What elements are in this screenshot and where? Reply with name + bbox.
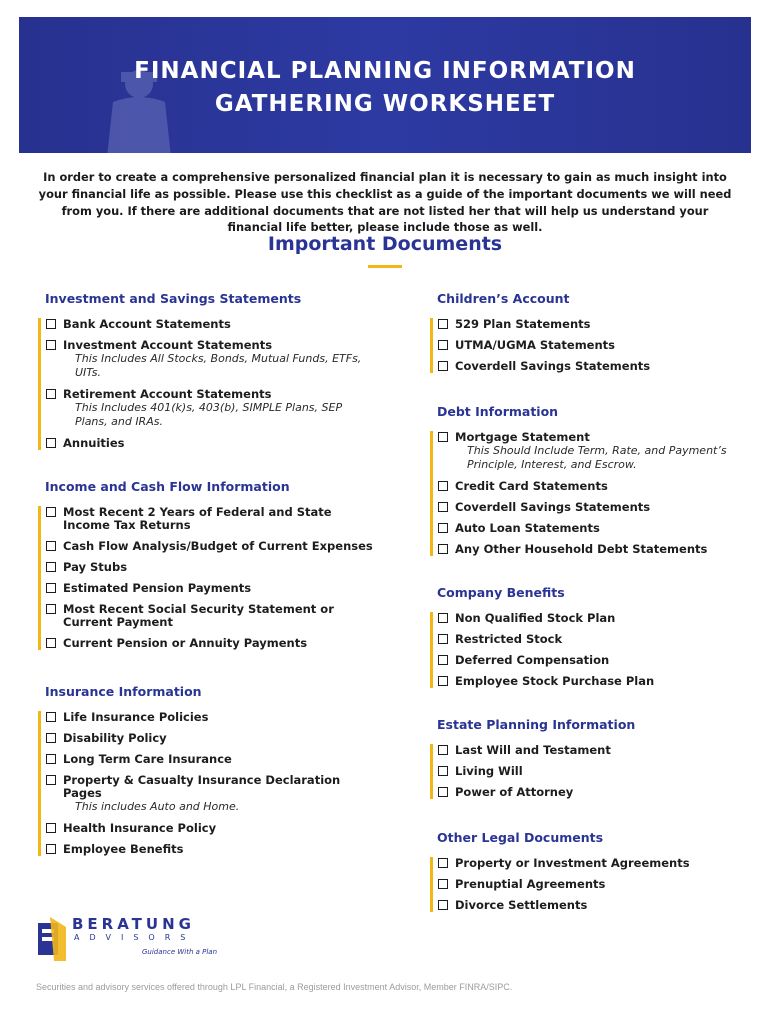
checkbox[interactable] bbox=[46, 438, 56, 448]
checkbox[interactable] bbox=[46, 389, 56, 399]
group-items bbox=[38, 506, 378, 650]
group-items bbox=[430, 318, 740, 373]
checklist-item-label: Employee Stock Purchase Plan bbox=[455, 674, 655, 688]
checklist-item-label: Bank Account Statements bbox=[63, 317, 231, 331]
checkbox[interactable] bbox=[46, 562, 56, 572]
checklist-item-note: This Includes 401(k)s, 403(b), SIMPLE Plans, SEP Plans, and IRAs. bbox=[75, 401, 343, 428]
checklist-item-label: Pay Stubs bbox=[63, 560, 128, 574]
checklist-item bbox=[430, 765, 740, 778]
checklist-item-label: Divorce Settlements bbox=[455, 898, 588, 912]
checkbox[interactable] bbox=[46, 844, 56, 854]
checkbox[interactable] bbox=[438, 432, 448, 442]
left-column bbox=[38, 290, 378, 864]
checkbox[interactable] bbox=[46, 507, 56, 517]
checklist-item bbox=[430, 543, 740, 556]
header-banner bbox=[19, 17, 751, 153]
checklist-item-note: This Includes All Stocks, Bonds, Mutual Funds, ETFs, UITs. bbox=[75, 352, 362, 379]
checkbox[interactable] bbox=[46, 775, 56, 785]
group-title: Debt Information bbox=[437, 404, 559, 419]
checklist-item bbox=[38, 753, 378, 766]
group-title: Other Legal Documents bbox=[437, 830, 604, 845]
checkbox[interactable] bbox=[438, 900, 448, 910]
page-title-line-1: FINANCIAL PLANNING INFORMATION bbox=[134, 58, 636, 84]
checklist-item-label: Coverdell Savings Statements bbox=[455, 500, 651, 514]
checkbox[interactable] bbox=[438, 481, 448, 491]
checklist-group-insurance-information bbox=[38, 683, 378, 856]
checkbox[interactable] bbox=[438, 766, 448, 776]
checklist-item-label: Property or Investment Agreements bbox=[455, 856, 690, 870]
group-items bbox=[38, 711, 378, 856]
checklist-item bbox=[38, 437, 378, 450]
checkbox[interactable] bbox=[46, 754, 56, 764]
checklist-item bbox=[38, 637, 378, 650]
checklist-group-company-benefits bbox=[430, 584, 740, 688]
checklist-item-label: Deferred Compensation bbox=[455, 653, 610, 667]
intro-paragraph: In order to create a comprehensive personalized financial plan it is necessary to gain as much insight into your financial life as possible. Please use this checklist as a guide of the important documents we will need from you. If there are additional documents that are not listed her that will help us understand your financial life better, please include those as well. bbox=[38, 170, 732, 235]
checklist-item bbox=[430, 480, 740, 493]
checklist-item-note: This Should Include Term, Rate, and Payment’s Principle, Interest, and Escrow. bbox=[467, 444, 727, 471]
checklist-group-children-s-account bbox=[430, 290, 740, 373]
checklist-item bbox=[430, 857, 740, 870]
checklist-item-label: Restricted Stock bbox=[455, 632, 563, 646]
checklist-item bbox=[38, 711, 378, 724]
checklist-item bbox=[430, 744, 740, 757]
group-title: Company Benefits bbox=[437, 585, 565, 600]
checklist-item-label: Credit Card Statements bbox=[455, 479, 608, 493]
checklist-item-label: Most Recent Social Security Statement or Current Payment bbox=[63, 602, 334, 629]
logo-mark-icon bbox=[36, 917, 66, 961]
checklist-item-label: Property & Casualty Insurance Declaration Pages bbox=[63, 773, 341, 800]
checklist-item-label: Employee Benefits bbox=[63, 842, 184, 856]
checklist-item bbox=[430, 501, 740, 514]
checkbox[interactable] bbox=[438, 340, 448, 350]
checkbox[interactable] bbox=[438, 858, 448, 868]
group-title: Investment and Savings Statements bbox=[45, 291, 302, 306]
checklist-item bbox=[430, 318, 740, 331]
checklist-item-label: Cash Flow Analysis/Budget of Current Expenses bbox=[63, 539, 373, 553]
checkbox[interactable] bbox=[438, 319, 448, 329]
checklist-item bbox=[430, 899, 740, 912]
checkbox[interactable] bbox=[438, 613, 448, 623]
checklist-item bbox=[38, 603, 378, 629]
checkbox[interactable] bbox=[46, 712, 56, 722]
checklist-item bbox=[430, 522, 740, 535]
checklist-item bbox=[38, 540, 378, 553]
company-logo bbox=[36, 915, 226, 963]
checklist-item-label: Auto Loan Statements bbox=[455, 521, 600, 535]
checklist-item-label: Annuities bbox=[63, 436, 125, 450]
checklist-item bbox=[38, 318, 378, 331]
checkbox[interactable] bbox=[46, 340, 56, 350]
checkbox[interactable] bbox=[46, 319, 56, 329]
checklist-item-label: UTMA/UGMA Statements bbox=[455, 338, 616, 352]
logo-name: BERATUNG bbox=[72, 915, 195, 933]
checklist-item-label: Current Pension or Annuity Payments bbox=[63, 636, 308, 650]
checkbox[interactable] bbox=[438, 655, 448, 665]
checkbox[interactable] bbox=[438, 676, 448, 686]
checklist-item bbox=[430, 339, 740, 352]
checklist-item-label: Last Will and Testament bbox=[455, 743, 611, 757]
checklist-item-label: Investment Account Statements bbox=[63, 338, 273, 352]
checklist-item bbox=[38, 774, 378, 814]
checkbox[interactable] bbox=[46, 733, 56, 743]
accent-bar bbox=[38, 318, 41, 450]
checklist-item-label: Estimated Pension Payments bbox=[63, 581, 252, 595]
checklist-group-other-legal-documents bbox=[430, 829, 740, 912]
checklist-item bbox=[38, 506, 378, 532]
checklist-item-label: Life Insurance Policies bbox=[63, 710, 209, 724]
checklist-item bbox=[430, 878, 740, 891]
group-items bbox=[430, 744, 740, 799]
group-title: Estate Planning Information bbox=[437, 717, 636, 732]
checklist-item bbox=[430, 786, 740, 799]
checklist-item-label: Any Other Household Debt Statements bbox=[455, 542, 708, 556]
checklist-item bbox=[430, 633, 740, 646]
checklist-item-note: This includes Auto and Home. bbox=[75, 800, 240, 813]
checklist-item bbox=[430, 654, 740, 667]
checklist-item-label: Non Qualified Stock Plan bbox=[455, 611, 616, 625]
checklist-group-investment-and-savings-statements bbox=[38, 290, 378, 450]
group-items bbox=[430, 857, 740, 912]
checklist-group-estate-planning-information bbox=[430, 716, 740, 799]
checklist-group-income-and-cash-flow-information bbox=[38, 478, 378, 650]
checklist-item bbox=[38, 339, 378, 380]
group-title: Children’s Account bbox=[437, 291, 570, 306]
section-title-underline bbox=[368, 265, 402, 268]
checklist-item-label: 529 Plan Statements bbox=[455, 317, 591, 331]
checklist-item-label: Coverdell Savings Statements bbox=[455, 359, 651, 373]
checklist-item-label: Retirement Account Statements bbox=[63, 387, 272, 401]
checklist-group-debt-information bbox=[430, 403, 740, 556]
checklist-item-label: Mortgage Statement bbox=[455, 430, 590, 444]
group-items bbox=[38, 318, 378, 450]
checkbox[interactable] bbox=[46, 823, 56, 833]
checklist-item-label: Most Recent 2 Years of Federal and State Income Tax Returns bbox=[63, 505, 332, 532]
section-title: Important Documents bbox=[267, 233, 503, 255]
footer-disclaimer: Securities and advisory services offered through LPL Financial, a Registered Investment Advisor, Member FINRA/SIPC. bbox=[36, 982, 513, 992]
checkbox[interactable] bbox=[46, 638, 56, 648]
checklist-item-label: Prenuptial Agreements bbox=[455, 877, 606, 891]
checkbox[interactable] bbox=[438, 745, 448, 755]
checkbox[interactable] bbox=[46, 583, 56, 593]
checkbox[interactable] bbox=[438, 544, 448, 554]
logo-subtitle: ADVISORS bbox=[74, 933, 196, 942]
checklist-item bbox=[430, 431, 740, 472]
checklist-item-label: Health Insurance Policy bbox=[63, 821, 217, 835]
checkbox[interactable] bbox=[438, 634, 448, 644]
checklist-item bbox=[38, 732, 378, 745]
checklist-item-label: Living Will bbox=[455, 764, 523, 778]
checklist-item bbox=[430, 360, 740, 373]
checkbox[interactable] bbox=[438, 879, 448, 889]
checklist-item-label: Long Term Care Insurance bbox=[63, 752, 232, 766]
checklist-item bbox=[430, 612, 740, 625]
checklist-item-label: Disability Policy bbox=[63, 731, 167, 745]
checklist-item bbox=[38, 843, 378, 856]
checkbox[interactable] bbox=[46, 541, 56, 551]
page-title bbox=[19, 55, 751, 121]
group-title: Insurance Information bbox=[45, 684, 202, 699]
checklist-item bbox=[38, 582, 378, 595]
checklist-item-label: Power of Attorney bbox=[455, 785, 574, 799]
group-title: Income and Cash Flow Information bbox=[45, 479, 290, 494]
checklist-item bbox=[38, 561, 378, 574]
right-column bbox=[430, 290, 740, 920]
checkbox[interactable] bbox=[438, 361, 448, 371]
group-items bbox=[430, 612, 740, 688]
page-title-line-2: GATHERING WORKSHEET bbox=[214, 91, 556, 117]
logo-tagline: Guidance With a Plan bbox=[142, 948, 218, 956]
checklist-item bbox=[38, 822, 378, 835]
checklist-item bbox=[430, 675, 740, 688]
checkbox[interactable] bbox=[438, 787, 448, 797]
checkbox[interactable] bbox=[438, 502, 448, 512]
checkbox[interactable] bbox=[46, 604, 56, 614]
checkbox[interactable] bbox=[438, 523, 448, 533]
checklist-item bbox=[38, 388, 378, 429]
group-items bbox=[430, 431, 740, 556]
